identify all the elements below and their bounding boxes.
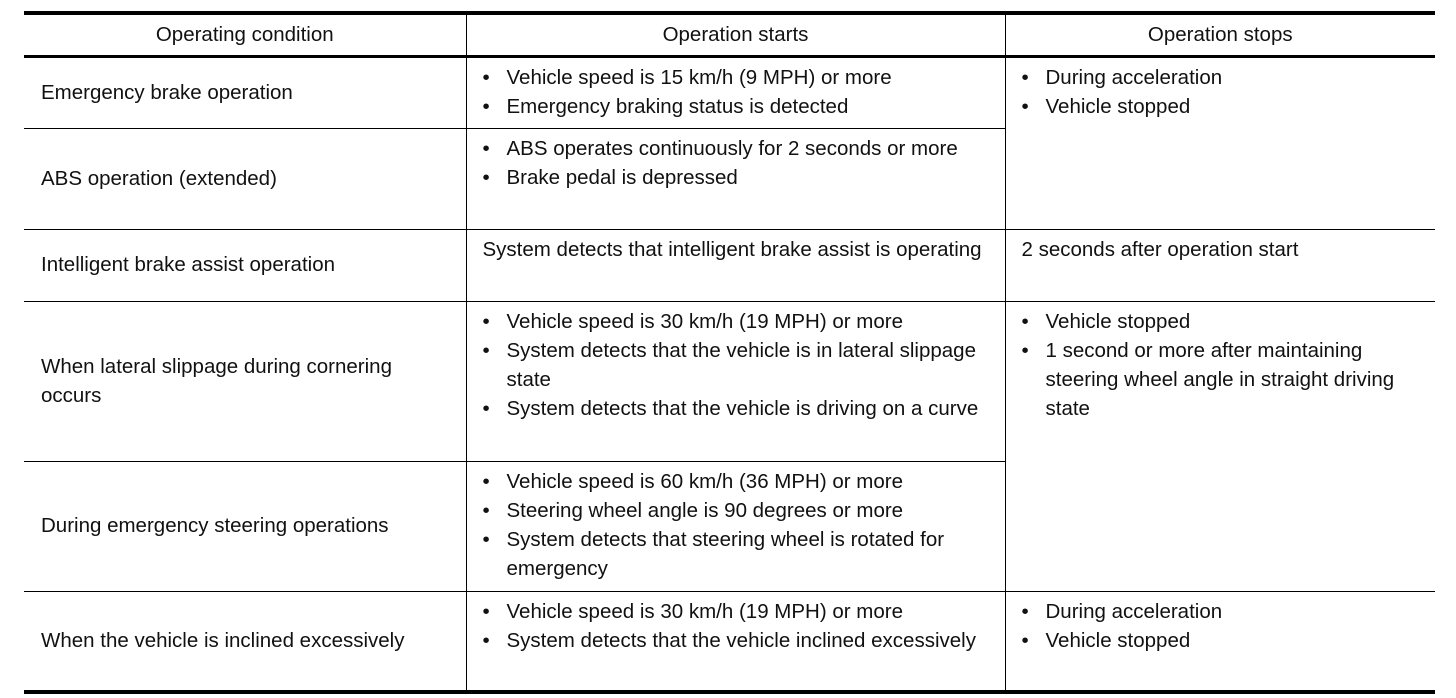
list-item: • Vehicle stopped <box>1022 307 1422 336</box>
starts-cell <box>466 56 1005 128</box>
list-item: • Vehicle stopped <box>1022 626 1422 655</box>
table-row <box>24 301 1435 461</box>
condition-cell: When lateral slippage during cornering occurs <box>24 301 466 461</box>
list-item: • ABS operates continuously for 2 seconds or more <box>483 134 991 163</box>
condition-cell: Emergency brake operation <box>24 56 466 128</box>
starts-cell <box>466 128 1005 229</box>
list-item: • Vehicle speed is 60 km/h (36 MPH) or more <box>483 467 991 496</box>
table-header-row <box>24 13 1435 56</box>
list-item: • Vehicle speed is 15 km/h (9 MPH) or more <box>483 63 991 92</box>
list-item: • System detects that steering wheel is rotated for emergency <box>483 525 991 583</box>
list-item: • System detects that the vehicle inclined excessively <box>483 626 991 655</box>
starts-text: System detects that intelligent brake assist is operating <box>482 237 982 261</box>
operating-conditions-table <box>24 11 1435 694</box>
list-item: • System detects that the vehicle is in lateral slippage state <box>483 336 991 394</box>
condition-cell: When the vehicle is inclined excessively <box>24 591 466 692</box>
list-item: • Vehicle stopped <box>1022 92 1422 121</box>
list-item: • Vehicle speed is 30 km/h (19 MPH) or more <box>483 307 991 336</box>
list-item: • Steering wheel angle is 90 degrees or more <box>483 496 991 525</box>
header-operation-starts: Operation starts <box>466 13 1005 56</box>
stops-cell <box>1005 301 1435 591</box>
condition-cell: ABS operation (extended) <box>24 128 466 229</box>
condition-cell: Intelligent brake assist operation <box>24 229 466 301</box>
list-item: • Vehicle speed is 30 km/h (19 MPH) or more <box>483 597 991 626</box>
starts-cell <box>466 461 1005 591</box>
stops-text: 2 seconds after operation start <box>1021 237 1299 261</box>
table-row <box>24 229 1435 301</box>
header-operating-condition: Operating condition <box>24 13 466 56</box>
list-item: • During acceleration <box>1022 597 1422 626</box>
list-item: • During acceleration <box>1022 63 1422 92</box>
list-item: • Emergency braking status is detected <box>483 92 991 121</box>
stops-cell <box>1005 229 1435 301</box>
list-item: • Brake pedal is depressed <box>483 163 991 192</box>
starts-cell <box>466 229 1005 301</box>
list-item: • 1 second or more after maintaining steering wheel angle in straight driving state <box>1022 336 1422 423</box>
stops-cell <box>1005 591 1435 692</box>
list-item: • System detects that the vehicle is driving on a curve <box>483 394 991 423</box>
table-row <box>24 591 1435 692</box>
starts-cell <box>466 591 1005 692</box>
starts-cell <box>466 301 1005 461</box>
header-operation-stops: Operation stops <box>1005 13 1435 56</box>
stops-cell <box>1005 56 1435 229</box>
condition-cell: During emergency steering operations <box>24 461 466 591</box>
table-row <box>24 56 1435 128</box>
